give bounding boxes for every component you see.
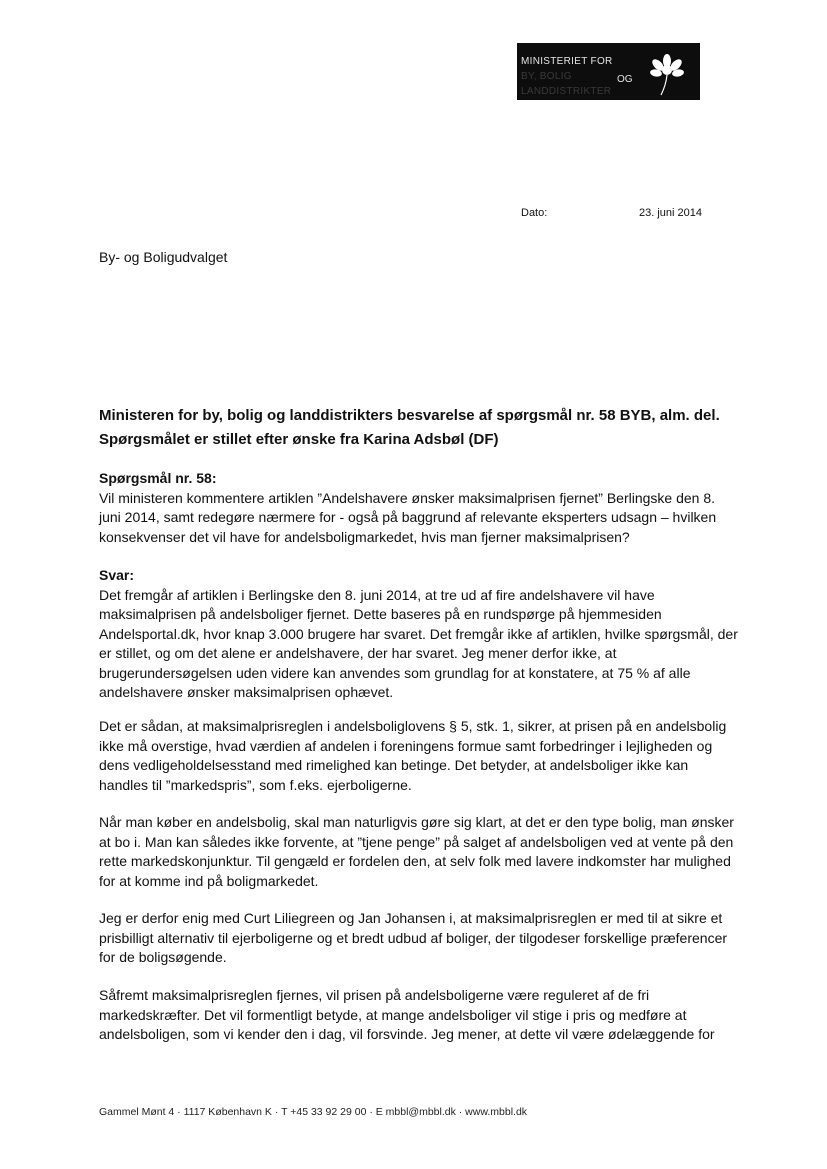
- footer-contact: Gammel Mønt 4 · 1117 København K · T +45 33 92 29 00 · E mbbl@mbbl.dk · www.mbbl.dk: [99, 1106, 528, 1118]
- answer-label: Svar:: [99, 567, 135, 583]
- flower-icon: [647, 49, 687, 97]
- date-value: 23. juni 2014: [639, 207, 702, 219]
- document-heading: Ministeren for by, bolig og landdistrikters besvarelse af spørgsmål nr. 58 BYB, alm. del. Spørgsmålet er stillet efter ønske fra Karina Adsbøl (DF): [99, 407, 720, 448]
- answer-paragraph: Jeg er derfor enig med Curt Liliegreen og Jan Johansen i, at maksimalprisreglen er med til at sikre et prisbilligt alternativ til ejerboligerne og et bredt udbud af boliger, der tilgodeser forskellige præferencer for de boligsøgende.: [99, 910, 728, 965]
- logo-line-3: LANDDISTRIKTER: [521, 86, 612, 97]
- answer-paragraph: Det fremgår af artiklen i Berlingske den 8. juni 2014, at tre ud af fire andelshavere vil have maksimalprisen på andelsboliger fjernet. Dette baseres på en rundspørge på hjemmesiden Andelsportal.dk, hvor knap 3.000 brugere har svaret. Det fremgår ikke af artiklen, hvilke spørgsmål, der er stillet, og om det alene er andelshavere, der har svaret. Jeg mener derfor ikke, at brugerundersøgelsen uden videre kan anvendes som grundlag for at konstatere, at 75 % af alle andelshavere ønsker maksimalprisen ophævet.: [99, 586, 738, 700]
- date-label: Dato:: [521, 207, 548, 219]
- answer-section: [99, 566, 739, 703]
- logo-line-1: MINISTERIET FOR: [521, 56, 613, 67]
- question-text: Vil ministeren kommentere artiklen ”Andelshavere ønsker maksimalprisen fjernet” Berlingske den 8. juni 2014, samt redegøre nærmere for - også på baggrund af relevante eksperters udsagn – hvilken konsekvenser det vil have for andelsboligmarkedet, hvis man fjerner maksimalprisen?: [99, 489, 717, 545]
- answer-paragraph: Såfremt maksimalprisreglen fjernes, vil prisen på andelsboligerne være reguleret af de fri markedskræfter. Det vil formentligt betyde, at mange andelsboliger vil stige i pris og medføre at andelsboligen, som vi kender den i dag, vil forsvinde. Jeg mener, at dette vil være ødelæggende for: [99, 987, 715, 1042]
- question-section: [99, 469, 739, 547]
- question-label: Spørgsmål nr. 58:: [99, 470, 217, 486]
- ministry-logo: [517, 43, 700, 100]
- answer-paragraph: Det er sådan, at maksimalprisreglen i andelsboliglovens § 5, stk. 1, sikrer, at prisen på en andelsbolig ikke må overstige, hvad værdien af andelen i foreningens formue samt forbedringer i lejligheden og dens vedligeholdelsesstand med rimelighed kan betinge. Det betyder, at andelsboliger ikke kan handles til ”markedspris”, som f.eks. ejerboligerne.: [99, 718, 727, 793]
- answer-paragraph: Når man køber en andelsbolig, skal man naturligvis gøre sig klart, at det er den type bolig, man ønsker at bo i. Man kan således ikke forvente, at ”tjene penge” på salget af andelsboligen ved at vente på den rette markedskonjunktur. Til gengæld er fordelen den, at selv folk med lavere indkomster har mulighed for at komme ind på boligmarkedet.: [99, 814, 734, 889]
- logo-line-2: BY, BOLIG: [521, 71, 572, 82]
- logo-og: OG: [617, 74, 633, 85]
- recipient: By- og Boligudvalget: [99, 249, 228, 265]
